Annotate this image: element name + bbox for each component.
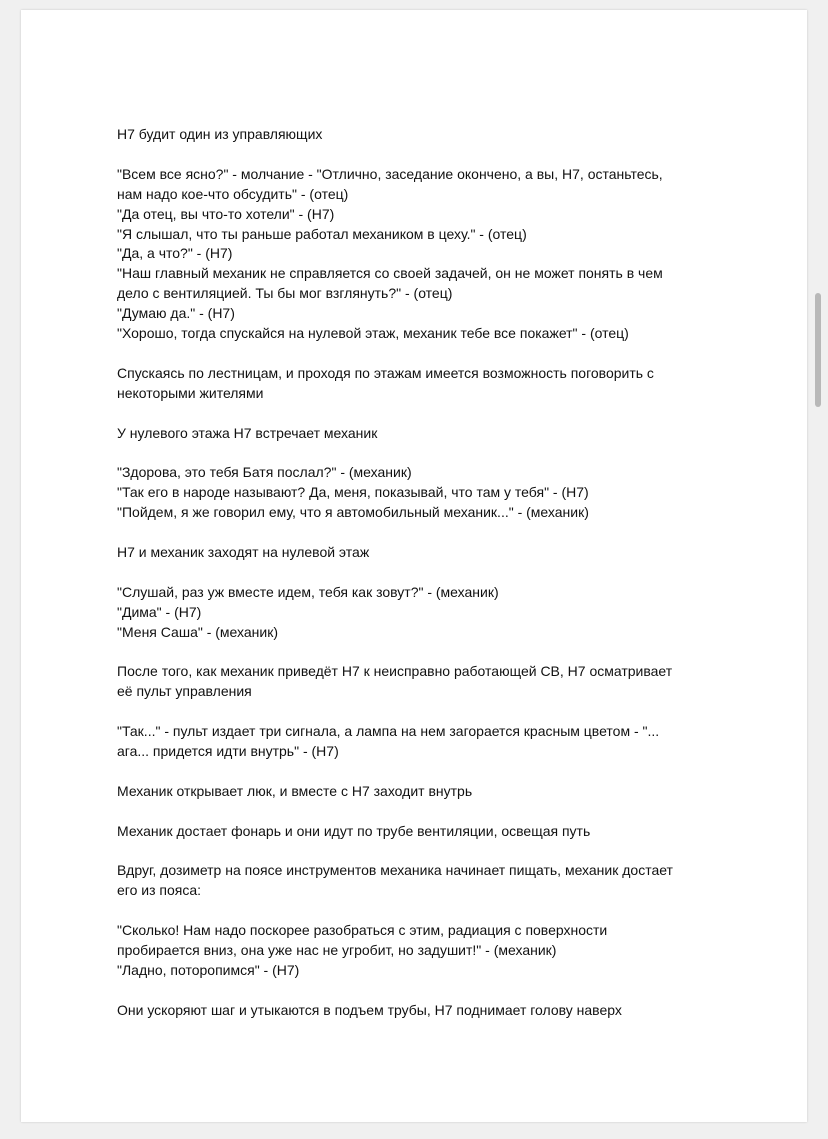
text-line: "Так..." - пульт издает три сигнала, а лампа на нем загорается красным цветом - "... (117, 723, 660, 740)
text-line: Н7 будит один из управляющих (117, 126, 323, 142)
paragraph (117, 364, 717, 404)
text-line: "Сколько! Нам надо поскорее разобраться с этим, радиация с поверхности (117, 922, 608, 939)
text-line: Механик достает фонарь и они идут по трубе вентиляции, освещая путь (117, 822, 591, 839)
text-line: некоторыми жителями (117, 384, 264, 401)
paragraph (117, 782, 717, 802)
paragraph (117, 424, 717, 444)
paragraph (117, 861, 717, 901)
paragraph (117, 722, 717, 762)
text-line: "Всем все ясно?" - молчание - "Отлично, заседание окончено, а вы, Н7, останьтесь, (117, 165, 663, 182)
paragraph (117, 921, 717, 981)
paragraph (117, 165, 717, 344)
text-line: "Да отец, вы что-то хотели" - (Н7) (117, 205, 335, 222)
text-line: "Думаю да." - (Н7) (117, 305, 235, 322)
paragraph (117, 1001, 717, 1021)
text-line: дело с вентиляцией. Ты бы мог взглянуть?" - (отец) (117, 285, 453, 302)
paragraph (117, 543, 717, 563)
paragraph (117, 822, 717, 842)
text-line: Вдруг, дозиметр на поясе инструментов механика начинает пищать, механик достает (117, 862, 673, 879)
paragraph (117, 583, 717, 643)
document-page (21, 10, 807, 1122)
text-line: "Ладно, поторопимся" - (Н7) (117, 961, 300, 978)
text-line: "Да, а что?" - (Н7) (117, 245, 233, 262)
text-line: ага... придется идти внутрь" - (Н7) (117, 742, 339, 759)
paragraph (117, 662, 717, 702)
text-line: Они ускоряют шаг и утыкаются в подъем трубы, Н7 поднимает голову наверх (117, 1001, 622, 1018)
text-line: "Пойдем, я же говорил ему, что я автомобильный механик..." - (механик) (117, 504, 589, 521)
document-body (117, 125, 717, 1040)
text-line: "Хорошо, тогда спускайся на нулевой этаж, механик тебе все покажет" - (отец) (117, 325, 629, 342)
text-line: нам надо кое-что обсудить" - (отец) (117, 185, 349, 202)
text-line: "Наш главный механик не справляется со своей задачей, он не может понять в чем (117, 265, 663, 282)
text-line: "Дима" - (Н7) (117, 603, 202, 620)
text-line: "Слушай, раз уж вместе идем, тебя как зовут?" - (механик) (117, 583, 499, 600)
text-line: его из пояса: (117, 882, 202, 899)
paragraph (117, 125, 717, 145)
text-line: После того, как механик приведёт Н7 к неисправно работающей СВ, Н7 осматривает (117, 663, 673, 680)
text-line: У нулевого этажа Н7 встречает механик (117, 424, 378, 441)
text-line: "Здорова, это тебя Батя послал?" - (механик) (117, 464, 412, 481)
text-line: "Меня Саша" - (механик) (117, 623, 278, 640)
text-line: Н7 и механик заходят на нулевой этаж (117, 543, 370, 560)
paragraph (117, 463, 717, 523)
text-line: Спускаясь по лестницам, и проходя по этажам имеется возможность поговорить с (117, 364, 654, 381)
text-line: пробирается вниз, она уже нас не угробит, но задушит!" - (механик) (117, 941, 557, 958)
text-line: Механик открывает люк, и вместе с Н7 заходит внутрь (117, 782, 473, 799)
vertical-scrollbar[interactable] (815, 293, 821, 407)
text-line: "Так его в народе называют? Да, меня, показывай, что там у тебя" - (Н7) (117, 484, 589, 501)
text-line: её пульт управления (117, 683, 252, 700)
text-line: "Я слышал, что ты раньше работал механиком в цеху." - (отец) (117, 225, 527, 242)
